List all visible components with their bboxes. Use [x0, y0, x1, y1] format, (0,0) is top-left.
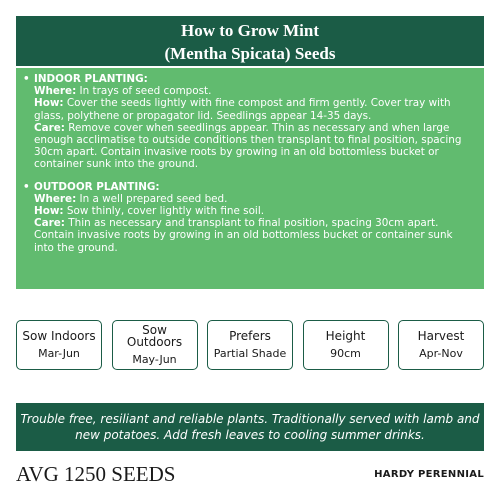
where-text: In a well prepared seed bed.	[79, 192, 228, 205]
indoor-how	[34, 97, 474, 121]
indoor-heading: INDOOR PLANTING:	[34, 73, 148, 85]
title-line-1: How to Grow Mint	[180, 21, 320, 40]
description-text: Trouble free, resiliant and reliable plants. Traditionally served with lamb and new potatoes. Add fresh leaves to cooling summer drinks.	[20, 412, 480, 442]
seed-count: AVG 1250 SEEDS	[16, 462, 176, 486]
plant-type-label: HARDY PERENNIAL	[374, 469, 484, 480]
stat-sow-indoors	[16, 320, 102, 370]
bullet-icon: •	[23, 73, 30, 85]
stat-height	[303, 320, 389, 370]
title-banner	[16, 16, 484, 66]
care-text: Thin as necessary and transplant to final position, spacing 30cm apart. Contain invasive roots by growing in an old bottomless bucket or container sunk into the ground.	[34, 217, 453, 254]
how-label: How:	[34, 97, 64, 110]
care-text: Remove cover when seedlings appear. Thin as necessary and when large enough acclimatise to outside conditions then transplant to final position, spacing 30cm apart. Contain invasive roots by growing in an old bottomless bucket or container sunk into the ground.	[34, 121, 462, 171]
care-label: Care:	[34, 121, 65, 134]
where-label: Where:	[34, 192, 77, 205]
indoor-where	[34, 85, 474, 97]
outdoor-heading: OUTDOOR PLANTING:	[34, 180, 160, 193]
indoor-section	[23, 73, 474, 171]
stat-value: Partial Shade	[213, 347, 287, 360]
stat-value: 90cm	[330, 347, 361, 360]
how-text: Sow thinly, cover lightly with fine soil.	[66, 205, 265, 218]
stat-sow-outdoors	[112, 320, 198, 370]
indoor-care	[34, 122, 474, 171]
how-label: How:	[34, 205, 64, 218]
description-banner	[16, 403, 484, 451]
outdoor-how	[34, 205, 474, 217]
stat-label: Harvest	[417, 329, 465, 343]
stat-label: Prefers	[229, 329, 271, 343]
stat-harvest	[398, 320, 484, 370]
instructions-panel	[16, 68, 484, 289]
stat-prefers	[207, 320, 293, 370]
stat-value: Apr-Nov	[419, 347, 463, 360]
stat-label: Height	[325, 329, 366, 343]
outdoor-section	[23, 180, 474, 254]
where-label: Where:	[34, 85, 77, 98]
stat-label: Sow Indoors	[22, 329, 96, 343]
title-line-2: (Mentha Spicata) Seeds	[164, 44, 336, 63]
stat-value: Mar-Jun	[38, 347, 80, 360]
outdoor-where	[34, 193, 474, 205]
stat-label: Sow Outdoors	[126, 323, 183, 349]
outdoor-care	[34, 217, 474, 254]
bullet-icon: •	[23, 180, 30, 193]
where-text: In trays of seed compost.	[79, 85, 212, 98]
stats-row	[16, 320, 484, 372]
care-label: Care:	[34, 217, 65, 230]
how-text: Cover the seeds lightly with fine compost and firm gently. Cover tray with glass, polythene or propagator lid. Seedlings appear 14-35 days.	[34, 97, 451, 122]
stat-value: May-Jun	[132, 353, 177, 366]
